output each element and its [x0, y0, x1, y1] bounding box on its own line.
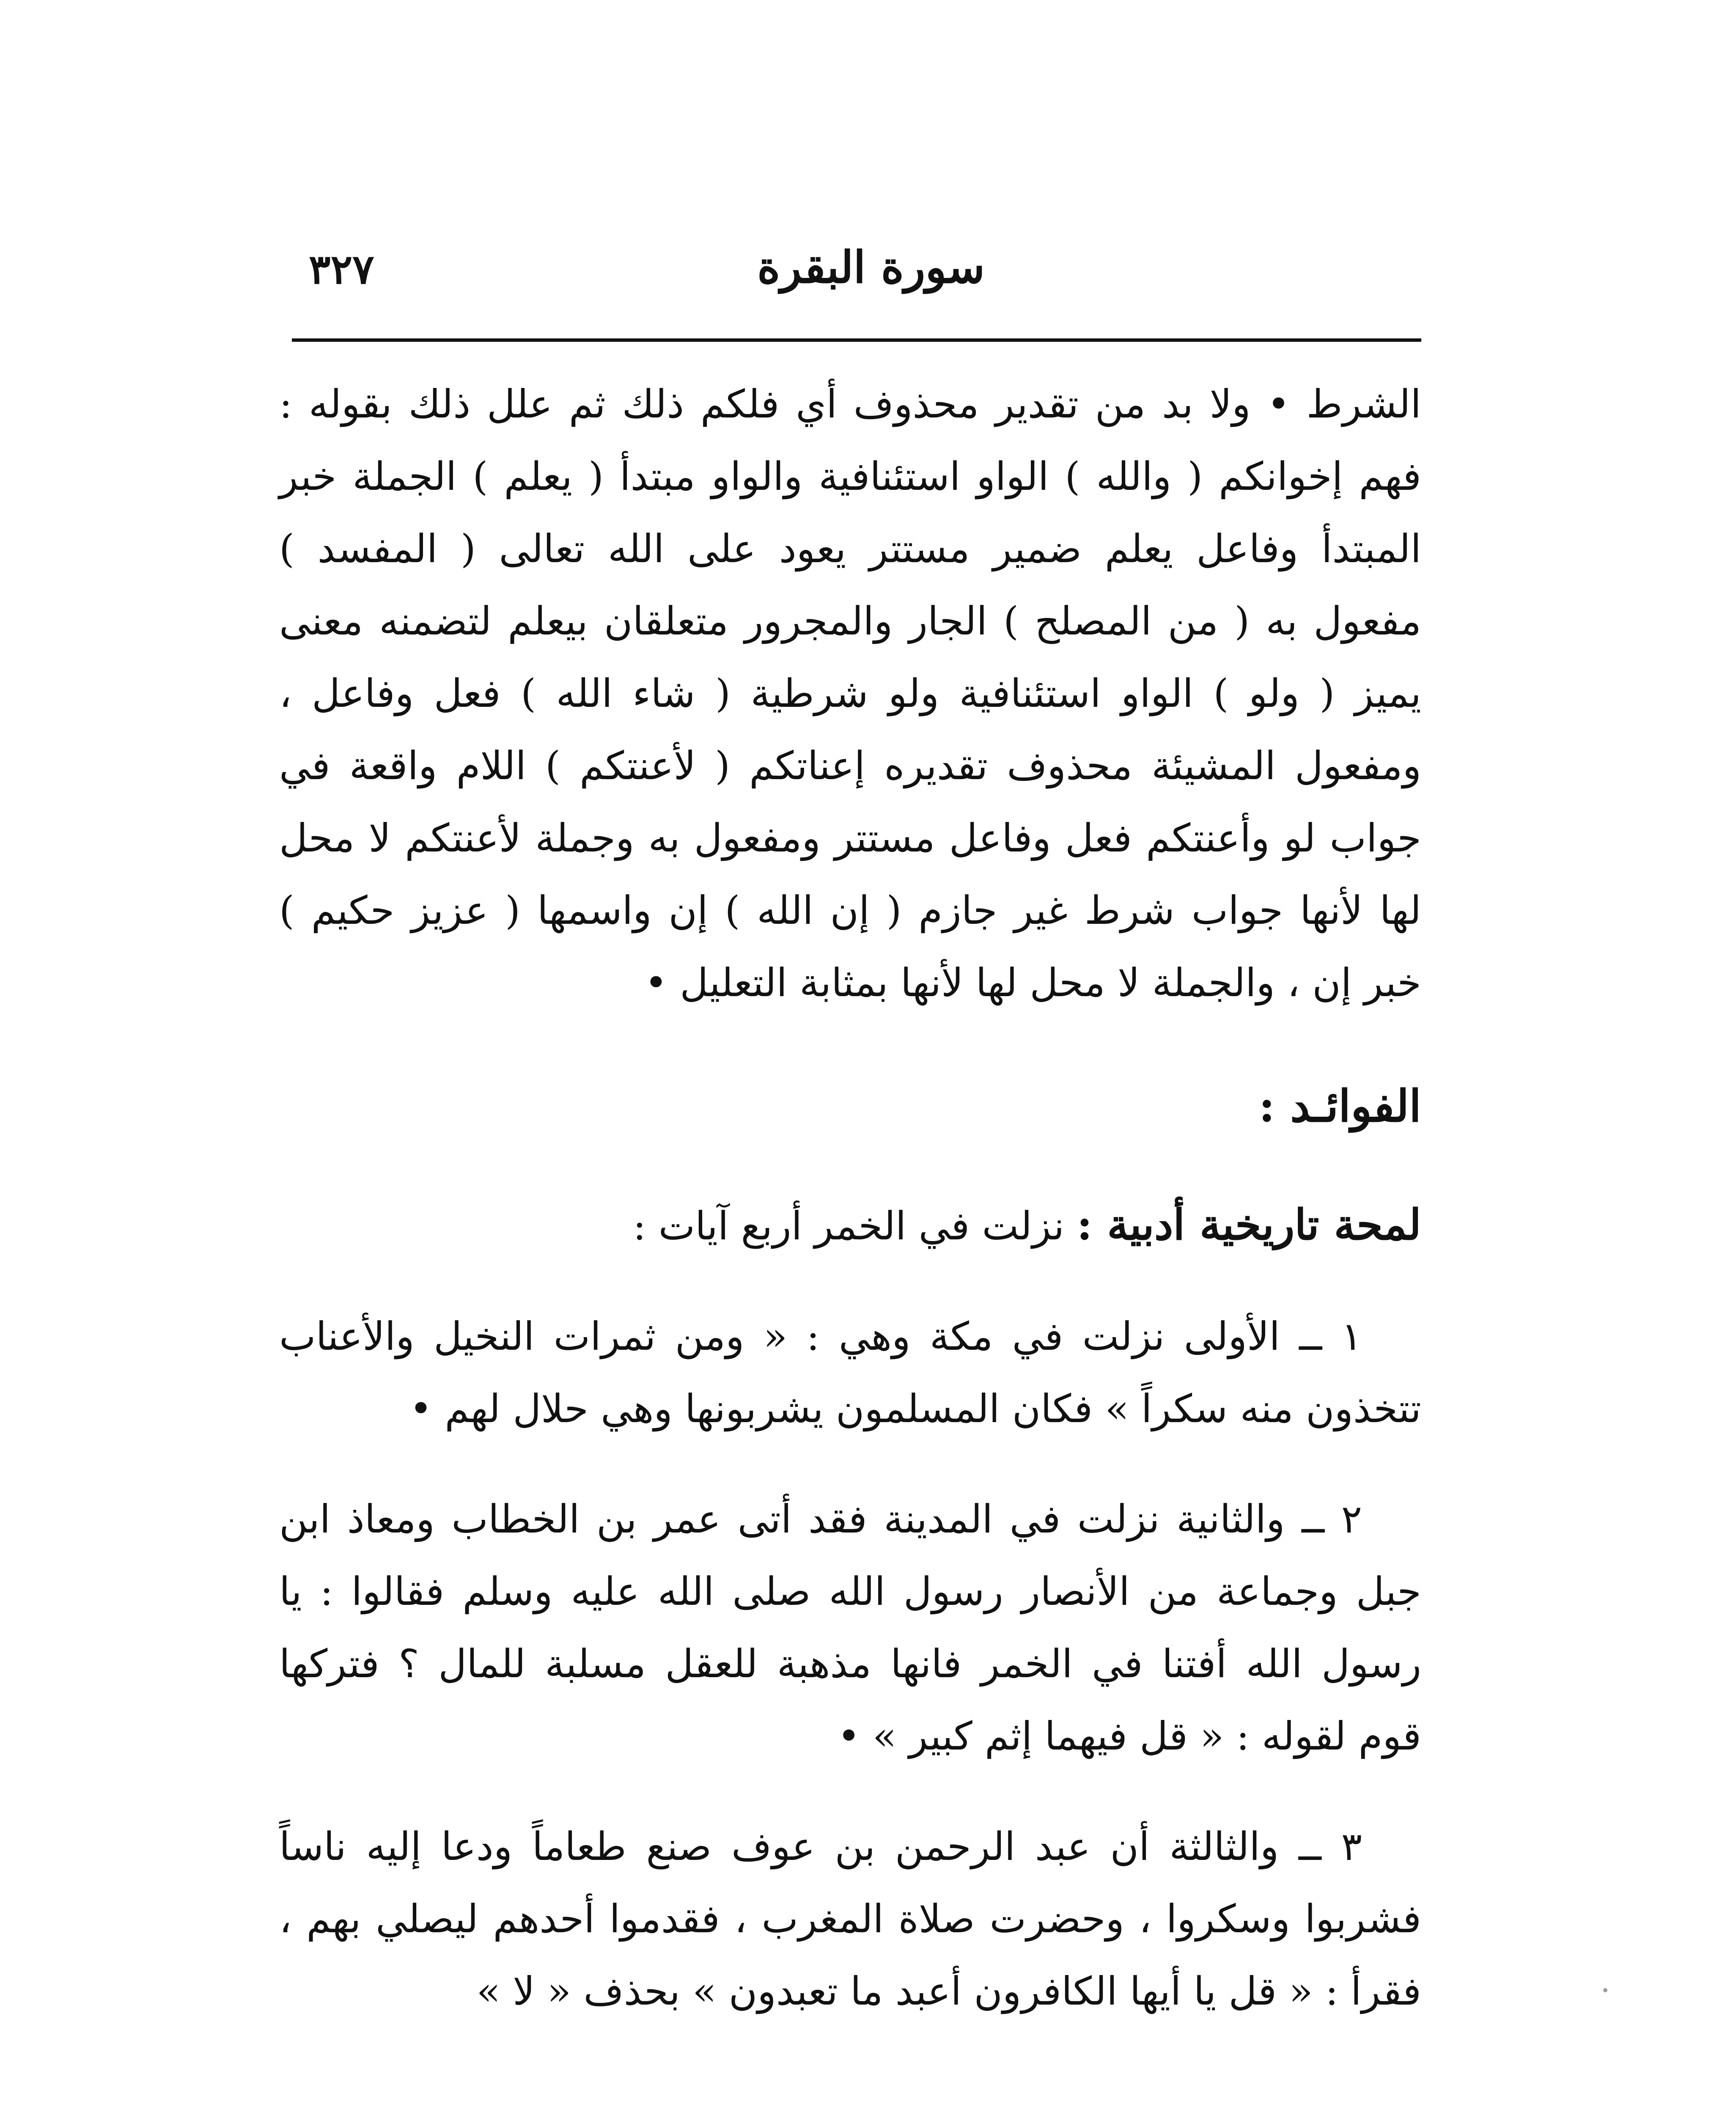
page-number: ٣٢٧ [309, 245, 374, 293]
surah-title: سورة البقرة [757, 241, 985, 293]
benefits-heading: الفوائـد : [1258, 1080, 1421, 1132]
list-item: ١ ــ الأولى نزلت في مكة وهي : « ومن ثمرات النخيل والأعناب تتخذون منه سكراً » فكان المسلمون يشربونها وهي حلال لهم • [279, 1314, 1421, 1431]
history-text: نزلت في الخمر أربع آيات : [633, 1203, 1065, 1249]
list-item: ٣ ــ والثالثة أن عبد الرحمن بن عوف صنع طعاماً ودعا إليه ناساً فشربوا وسكروا ، وحضرت صلاة المغرب ، فقدموا أحدهم ليصلي بهم ، فقرأ : « قل يا أيها الكافرون أعبد ما تعبدون » بحذف « لا » [279, 1824, 1421, 2014]
scan-speck [1603, 1988, 1607, 1992]
history-label: لمحة تاريخية أدبية : [1077, 1200, 1421, 1250]
list-item: ٢ ــ والثانية نزلت في المدينة فقد أتى عمر بن الخطاب ومعاذ ابن جبل وجماعة من الأنصار رسول الله صلى الله عليه وسلم فقالوا : يا رسول الله أفتنا في الخمر فانها مذهبة للعقل مسلبة للمال ؟ فتركها قوم لقوله : « قل فيهما إثم كبير » • [279, 1497, 1421, 1759]
page-body [279, 368, 1421, 2066]
header-divider [292, 338, 1421, 342]
grammar-paragraph: الشرط • ولا بد من تقدير محذوف أي فلكم ذلك ثم علل ذلك بقوله : فهم إخوانكم ( والله ) الواو استئنافية والواو مبتدأ ( يعلم ) الجملة خبر المبتدأ وفاعل يعلم ضمير مستتر يعود على الله تعالى ( المفسد ) مفعول به ( من المصلح ) الجار والمجرور متعلقان بيعلم لتضمنه معنى يميز ( ولو ) الواو استئنافية ولو شرطية ( شاء الله ) فعل وفاعل ، ومفعول المشيئة محذوف تقديره إعناتكم ( لأعنتكم ) اللام واقعة في جواب لو وأعنتكم فعل وفاعل مستتر ومفعول به وجملة لأعنتكم لا محل لها لأنها جواب شرط غير جازم ( إن الله ) إن واسمها ( عزيز حكيم ) خبر إن ، والجملة لا محل لها لأنها بمثابة التعليل • [279, 382, 1421, 1005]
page-header [292, 237, 1421, 321]
history-subheading [279, 1189, 1421, 1262]
